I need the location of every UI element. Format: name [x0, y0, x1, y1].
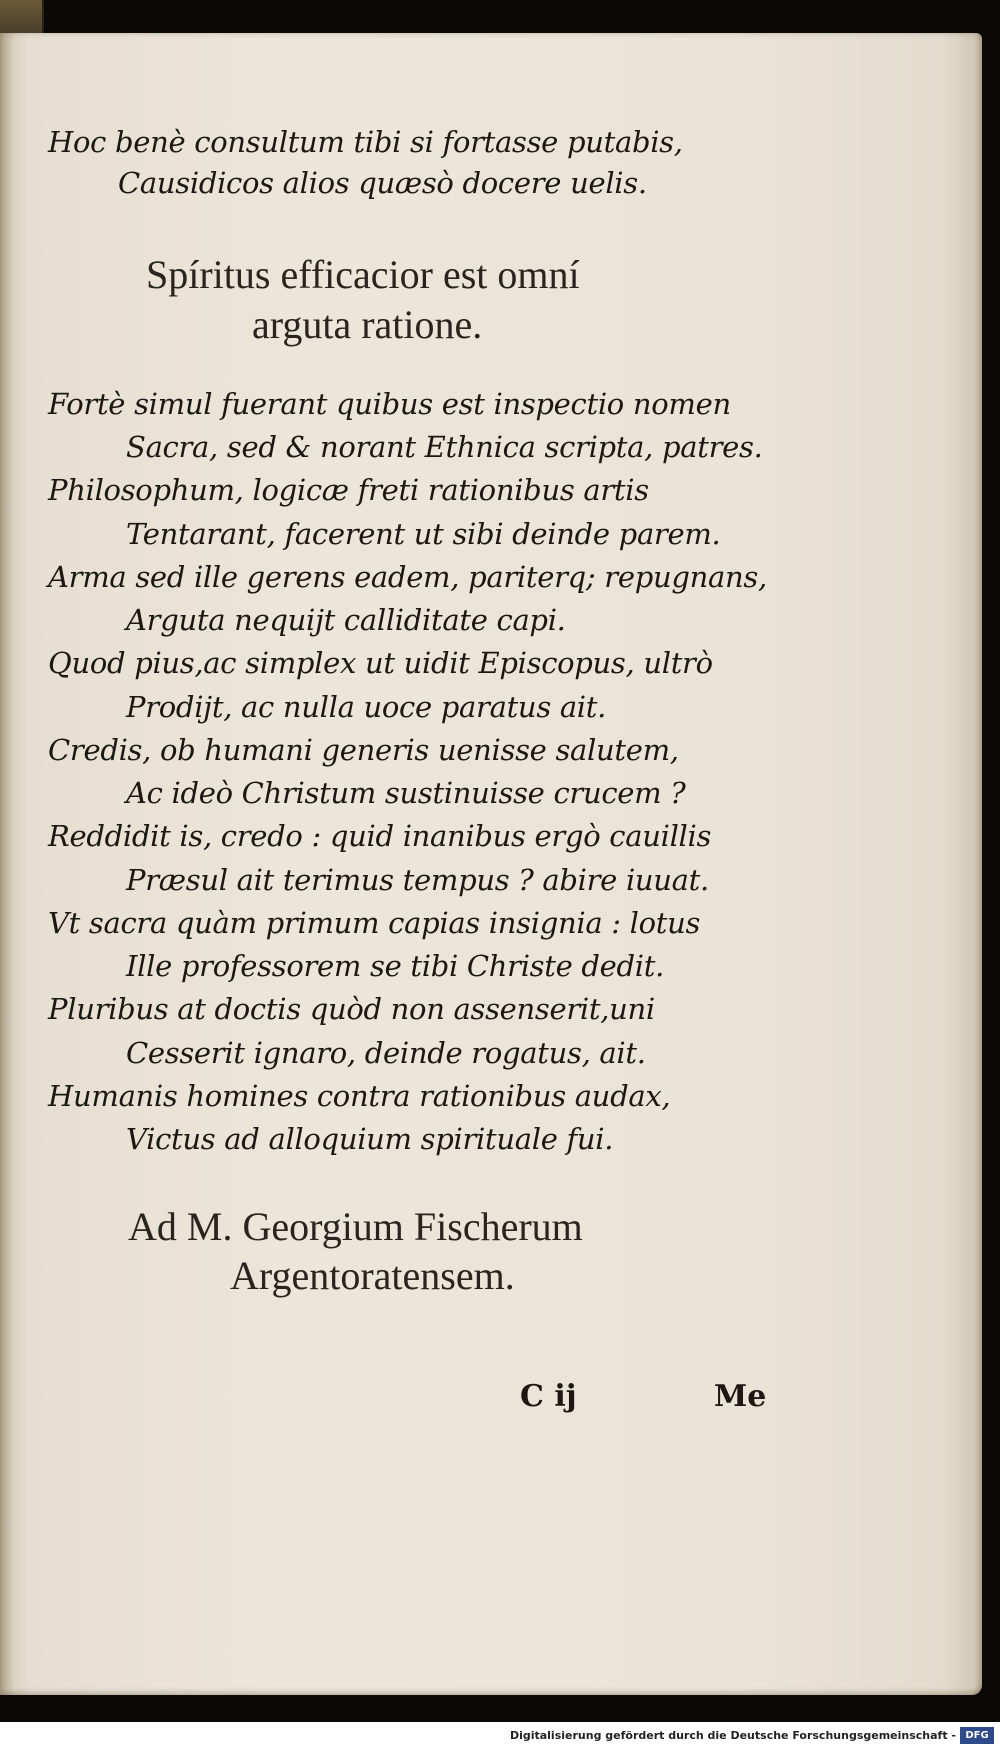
verse-line: Arguta nequijt calliditate capi. [126, 603, 566, 637]
book-page [0, 33, 982, 1695]
verse-line: Ac ideò Christum sustinuisse crucem ? [126, 776, 686, 810]
section-heading: Spíritus efficacior est omní [146, 252, 580, 297]
signature-mark: C ij [520, 1379, 577, 1414]
verse-line: Philosophum, logicæ freti rationibus artis [48, 473, 649, 507]
section-heading: Argentoratensem. [230, 1253, 515, 1298]
verse-line: Victus ad alloquium spirituale fui. [126, 1122, 614, 1156]
section-heading: arguta ratione. [252, 302, 483, 347]
verse-line: Causidicos alios quæsò docere uelis. [118, 166, 647, 200]
verse-line: Cesserit ignaro, deinde rogatus, ait. [126, 1036, 646, 1070]
verse-line: Tentarant, facerent ut sibi deinde parem. [126, 517, 721, 551]
verse-line: Pluribus at doctis quòd non assenserit,uni [48, 992, 655, 1026]
gutter-shadow [0, 33, 14, 1695]
verse-line: Arma sed ille gerens eadem, pariterq; repugnans, [48, 560, 767, 594]
verse-line: Hoc benè consultum tibi si fortasse putabis, [48, 125, 683, 159]
verse-line: Sacra, sed & norant Ethnica scripta, patres. [126, 430, 763, 464]
page-clip [0, 0, 44, 36]
funding-credit: Digitalisierung gefördert durch die Deutsche Forschungsgemeinschaft - [509, 1729, 956, 1742]
verse-line: Quod pius,ac simplex ut uidit Episcopus, ultrò [48, 646, 713, 680]
verse-line: Prodijt, ac nulla uoce paratus ait. [126, 690, 607, 724]
verse-line: Credis, ob humani generis uenisse salutem, [48, 733, 679, 767]
verse-line: Fortè simul fuerant quibus est inspectio nomen [48, 387, 731, 421]
verse-line: Reddidit is, credo : quid inanibus ergò cauillis [48, 819, 712, 853]
verse-line: Præsul ait terimus tempus ? abire iuuat. [126, 863, 709, 897]
verse-line: Vt sacra quàm primum capias insignia : lotus [48, 906, 701, 940]
verse-line: Humanis homines contra rationibus audax, [48, 1079, 671, 1113]
verse-line: Ille professorem se tibi Christe dedit. [126, 949, 665, 983]
catchword: Me [714, 1379, 767, 1414]
dfg-logo: DFG [960, 1727, 994, 1744]
section-heading: Ad M. Georgium Fischerum [128, 1204, 583, 1249]
